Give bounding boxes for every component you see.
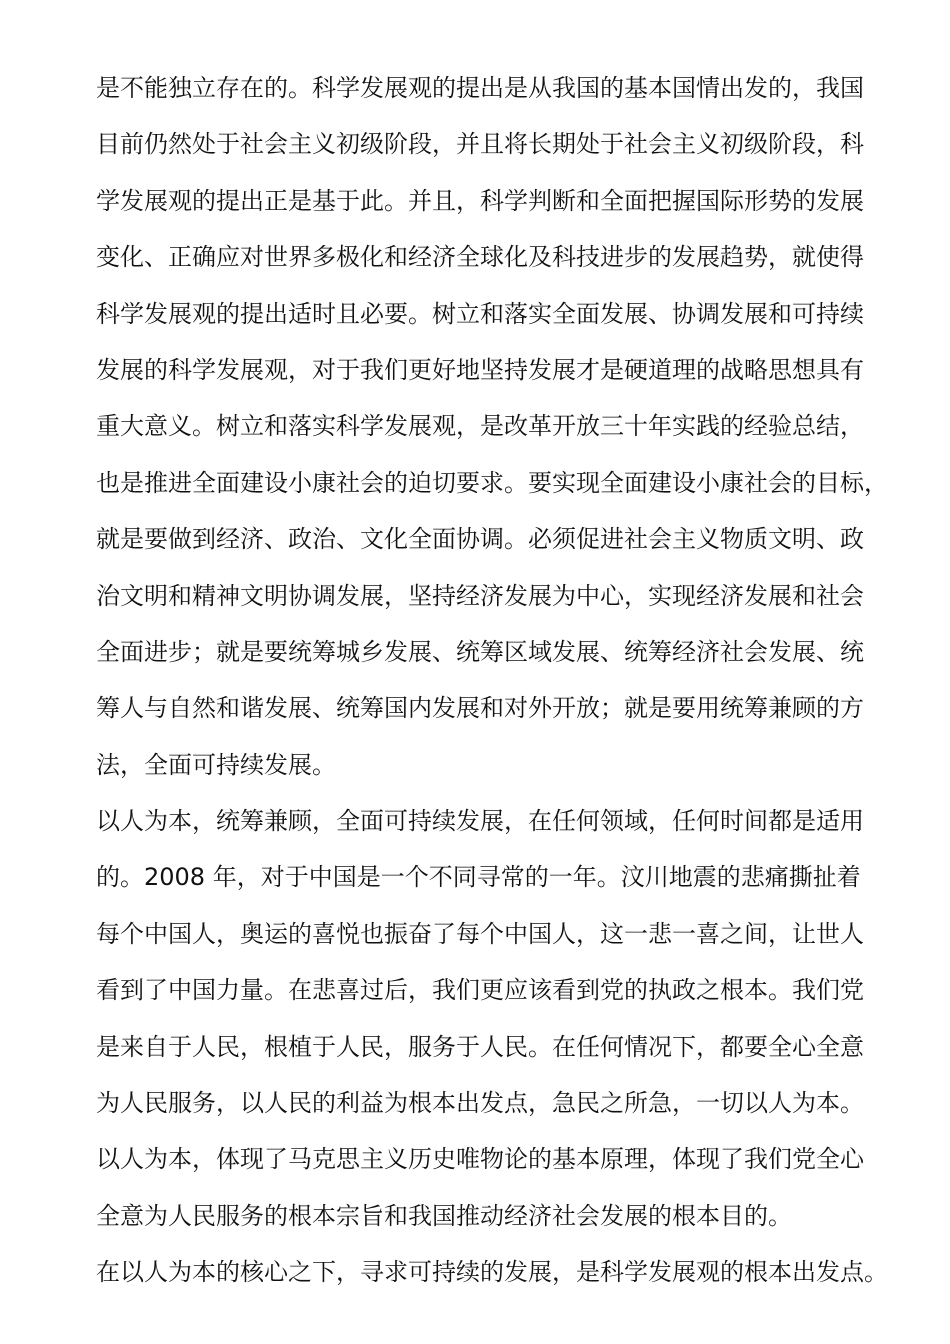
text-line: 以人为本，体现了马克思主义历史唯物论的基本原理，体现了我们党全心 [96, 1145, 864, 1174]
text-line: 重大意义。树立和落实科学发展观，是改革开放三十年实践的经验总结， [96, 412, 864, 441]
text-line: 是来自于人民，根植于人民，服务于人民。在任何情况下，都要全心全意 [96, 1032, 864, 1061]
text-line: 治文明和精神文明协调发展，坚持经济发展为中心，实现经济发展和社会 [96, 581, 864, 610]
text-line: 是不能独立存在的。科学发展观的提出是从我国的基本国情出发的，我国 [96, 74, 864, 102]
text-line: 变化、正确应对世界多极化和经济全球化及科技进步的发展趋势，就使得 [96, 243, 864, 272]
text-line: 筹人与自然和谐发展、统筹国内发展和对外开放；就是要用统筹兼顾的方 [96, 694, 864, 723]
text-line: 目前仍然处于社会主义初级阶段，并且将长期处于社会主义初级阶段，科 [96, 130, 864, 159]
body-text [96, 66, 888, 1307]
text-line: 以人为本，统筹兼顾，全面可持续发展，在任何领域，任何时间都是适用 [96, 807, 864, 836]
text-line: 看到了中国力量。在悲喜过后，我们更应该看到党的执政之根本。我们党 [96, 976, 864, 1005]
text-line: 学发展观的提出正是基于此。并且，科学判断和全面把握国际形势的发展 [96, 186, 864, 215]
text-line: 科学发展观的提出适时且必要。树立和落实全面发展、协调发展和可持续 [96, 299, 864, 328]
text-line: 也是推进全面建设小康社会的迫切要求。要实现全面建设小康社会的目标， [96, 468, 888, 497]
text-line: 为人民服务，以人民的利益为根本出发点，急民之所急，一切以人为本。 [96, 1089, 864, 1118]
text-line: 在以人为本的核心之下，寻求可持续的发展，是科学发展观的根本出发点。 [96, 1258, 888, 1287]
text-line: 的。2008 年，对于中国是一个不同寻常的一年。汶川地震的悲痛撕扯着 [96, 863, 861, 892]
text-line: 法，全面可持续发展。 [96, 750, 336, 779]
text-line: 全意为人民服务的根本宗旨和我国推动经济社会发展的根本目的。 [96, 1201, 792, 1230]
text-line: 每个中国人，奥运的喜悦也振奋了每个中国人，这一悲一喜之间，让世人 [96, 919, 864, 948]
text-line: 全面进步；就是要统筹城乡发展、统筹区域发展、统筹经济社会发展、统 [96, 637, 864, 666]
text-line: 就是要做到经济、政治、文化全面协调。必须促进社会主义物质文明、政 [96, 525, 864, 554]
text-line: 发展的科学发展观，对于我们更好地坚持发展才是硬道理的战略思想具有 [96, 355, 864, 384]
